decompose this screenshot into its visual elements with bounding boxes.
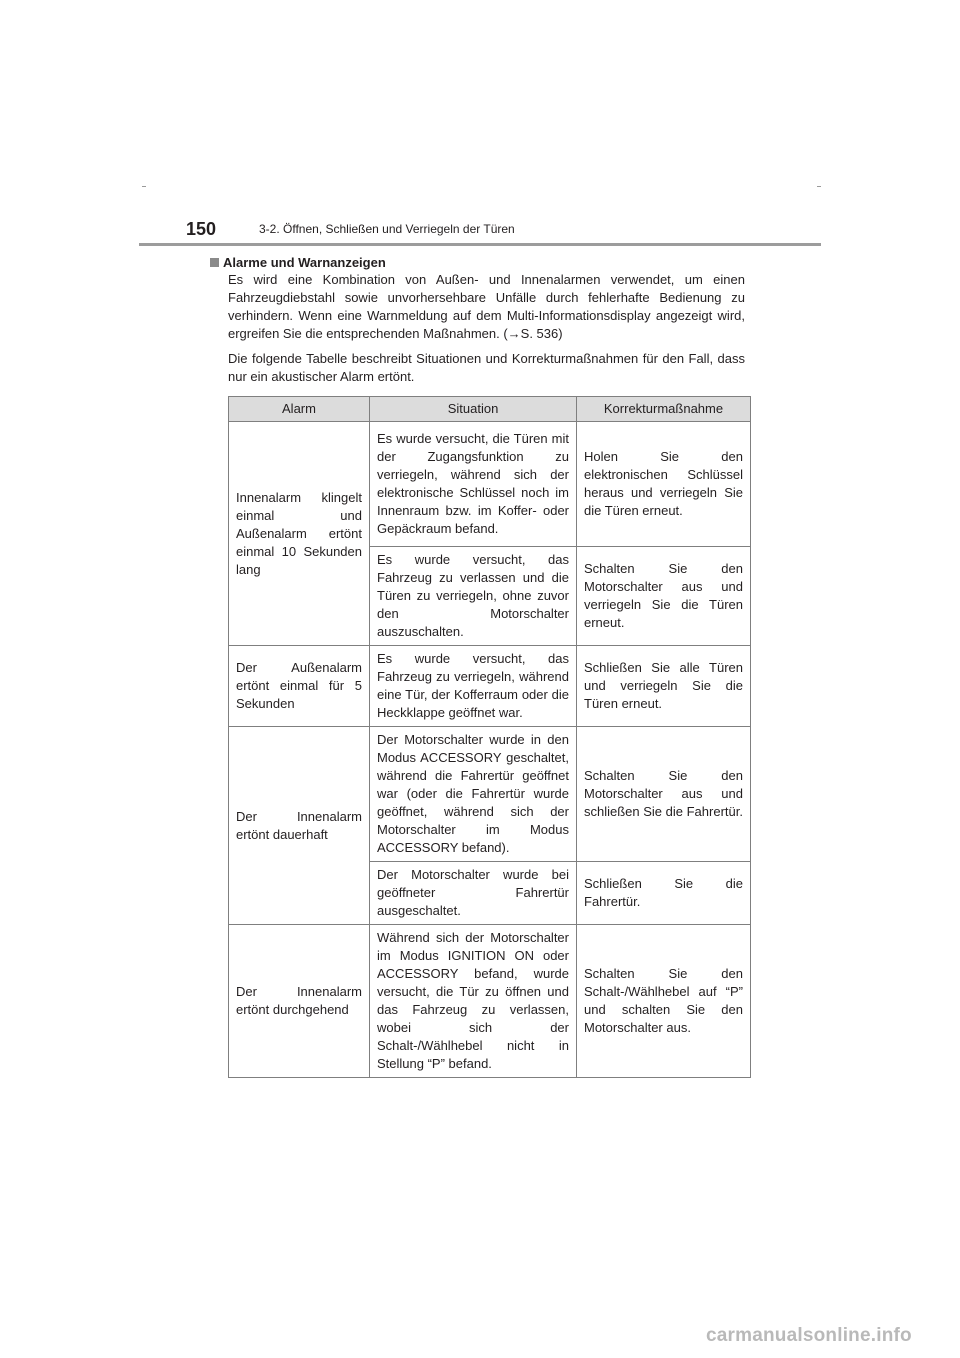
intro-paragraph: Es wird eine Kombination von Außen- und Innenalarmen verwendet, um einen Fahrzeugdiebstahl sowie unvorhersehbare Unfälle durch fehlerhafte Bedienung zu verhindern. Wenn eine Warnmeldung auf dem Multi-Informationsdisplay angezeigt wird, ergreifen Sie die entsprechenden Maßnahmen. (→S. 536) bbox=[228, 272, 745, 341]
situation-cell: Es wurde versucht, das Fahrzeug zu verlassen und die Türen zu verriegeln, ohne zuvor den Motorschalter auszuschalten. bbox=[370, 547, 577, 646]
table-intro-paragraph: Die folgende Tabelle beschreibt Situationen und Korrekturmaßnahmen für den Fall, dass nur ein akustischer Alarm ertönt. bbox=[228, 351, 745, 384]
alarm-cell: Der Innenalarm ertönt durchgehend bbox=[229, 925, 370, 1078]
header-alarm: Alarm bbox=[229, 397, 370, 422]
action-cell: Schließen Sie alle Türen und verriegeln Sie die Türen erneut. bbox=[577, 646, 751, 727]
chapter-title: 3-2. Öffnen, Schließen und Verriegeln der Türen bbox=[259, 222, 515, 236]
situation-cell: Es wurde versucht, die Türen mit der Zugangsfunktion zu verriegeln, während sich der elektronische Schlüssel noch im Innenraum bzw. im Koffer- oder Gepäckraum befand. bbox=[370, 422, 577, 547]
alarm-cell: Der Innenalarm ertönt dauerhaft bbox=[229, 727, 370, 925]
alarm-cell: Der Außenalarm ertönt einmal für 5 Sekunden bbox=[229, 646, 370, 727]
crop-mark-right bbox=[817, 186, 821, 187]
table-header-row bbox=[229, 397, 751, 422]
page-number: 150 bbox=[186, 219, 217, 239]
section-heading bbox=[210, 255, 386, 270]
action-cell: Schließen Sie die Fahrertür. bbox=[577, 862, 751, 925]
header-rule bbox=[139, 243, 821, 246]
table-row bbox=[229, 422, 751, 547]
situation-cell: Während sich der Motorschalter im Modus IGNITION ON oder ACCESSORY befand, wurde versucht, die Tür zu öffnen und das Fahrzeug zu verlassen, wobei sich der Schalt-/Wählhebel nicht in Stellung “P” befand. bbox=[370, 925, 577, 1078]
section-title: Alarme und Warnanzeigen bbox=[223, 255, 386, 270]
header-corrective-action: Korrekturmaßnahme bbox=[577, 397, 751, 422]
table-row bbox=[229, 646, 751, 727]
situation-cell: Der Motorschalter wurde bei geöffneter Fahrertür ausgeschaltet. bbox=[370, 862, 577, 925]
crop-mark-left bbox=[142, 186, 146, 187]
header-situation: Situation bbox=[370, 397, 577, 422]
action-cell: Schalten Sie den Motorschalter aus und verriegeln Sie die Türen erneut. bbox=[577, 547, 751, 646]
action-cell: Schalten Sie den Motorschalter aus und schließen Sie die Fahrertür. bbox=[577, 727, 751, 862]
watermark: carmanualsonline.info bbox=[706, 1325, 912, 1346]
situation-cell: Es wurde versucht, das Fahrzeug zu verriegeln, während eine Tür, der Kofferraum oder die Heckklappe geöffnet war. bbox=[370, 646, 577, 727]
table-row bbox=[229, 925, 751, 1078]
alarm-cell: Innenalarm klingelt einmal und Außenalarm ertönt einmal 10 Sekunden lang bbox=[229, 422, 370, 646]
action-cell: Schalten Sie den Schalt-/Wählhebel auf “P” und schalten Sie den Motorschalter aus. bbox=[577, 925, 751, 1078]
alarm-table bbox=[228, 396, 751, 1078]
table-row bbox=[229, 727, 751, 862]
square-bullet-icon bbox=[210, 258, 219, 267]
situation-cell: Der Motorschalter wurde in den Modus ACCESSORY geschaltet, während die Fahrertür geöffnet war (oder die Fahrertür wurde geöffnet, während sich der Motorschalter im Modus ACCESSORY befand). bbox=[370, 727, 577, 862]
action-cell: Holen Sie den elektronischen Schlüssel heraus und verriegeln Sie die Türen erneut. bbox=[577, 422, 751, 547]
